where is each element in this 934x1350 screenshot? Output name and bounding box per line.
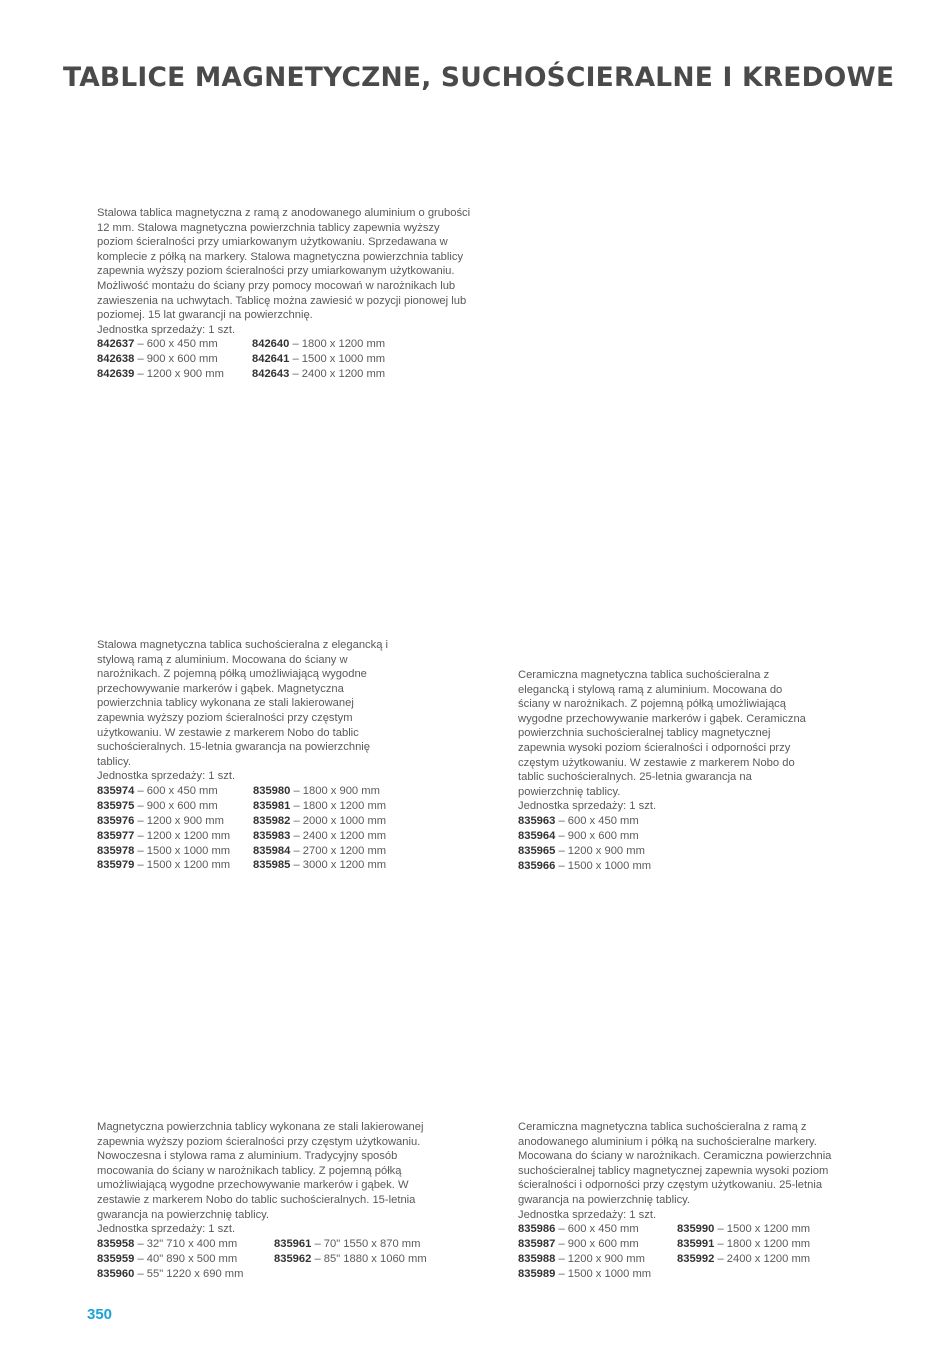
code-row: 835962 – 85" 1880 x 1060 mm <box>274 1252 427 1265</box>
product-block-ceramic-anodized-board <box>518 1120 848 1282</box>
code-row: 835966 – 1500 x 1000 mm <box>518 859 652 872</box>
code-row: 835975 – 900 x 600 mm <box>97 799 218 812</box>
code-column-1 <box>97 784 253 873</box>
product-block-ceramic-drywipe-board <box>518 668 808 874</box>
page-title: TABLICE MAGNETYCZNE, SUCHOŚCIERALNE I KREDOWE <box>63 62 895 93</box>
code-row: 835981 – 1800 x 1200 mm <box>253 799 387 812</box>
code-column-2 <box>274 1237 444 1282</box>
code-row: 835978 – 1500 x 1000 mm <box>97 844 231 857</box>
code-row: 835984 – 2700 x 1200 mm <box>253 844 387 857</box>
code-row: 835958 – 32" 710 x 400 mm <box>97 1237 238 1250</box>
product-block-widescreen-board <box>97 1120 432 1281</box>
code-row: 835982 – 2000 x 1000 mm <box>253 814 387 827</box>
product-block-steel-board <box>97 206 475 382</box>
product-description: Ceramiczna magnetyczna tablica suchościeralna z ramą z anodowanego aluminium i półką na suchościeralne markery. Mocowana do ściany w narożnikach. Ceramiczna powierzchnia suchościeralnej tablicy magnetycznej zapewnia wysoki poziom ścieralności i odporności przy częstym użytkowaniu. 25-letnia gwarancja na powierzchnię tablicy. <box>518 1121 832 1206</box>
code-row: 842638 – 900 x 600 mm <box>97 353 218 366</box>
code-row: 842643 – 2400 x 1200 mm <box>252 368 386 381</box>
code-row: 835961 – 70" 1550 x 870 mm <box>274 1237 421 1250</box>
code-row: 835986 – 600 x 450 mm <box>518 1223 639 1236</box>
code-row: 835963 – 600 x 450 mm <box>518 814 639 827</box>
code-row: 835965 – 1200 x 900 mm <box>518 844 645 857</box>
code-row: 835980 – 1800 x 900 mm <box>253 784 380 797</box>
sales-unit: Jednostka sprzedaży: 1 szt. <box>97 323 236 336</box>
code-column-1 <box>518 814 718 874</box>
code-row: 835959 – 40" 890 x 500 mm <box>97 1252 238 1265</box>
code-row: 835992 – 2400 x 1200 mm <box>677 1252 811 1265</box>
code-row: 835988 – 1200 x 900 mm <box>518 1252 645 1265</box>
code-column-1 <box>518 1222 677 1282</box>
code-row: 835960 – 55" 1220 x 690 mm <box>97 1267 244 1280</box>
code-row: 842640 – 1800 x 1200 mm <box>252 338 386 351</box>
code-row: 835990 – 1500 x 1200 mm <box>677 1223 811 1236</box>
code-row: 835983 – 2400 x 1200 mm <box>253 829 387 842</box>
code-row: 835964 – 900 x 600 mm <box>518 829 639 842</box>
code-column-2 <box>677 1222 837 1282</box>
sales-unit: Jednostka sprzedaży: 1 szt. <box>518 800 657 813</box>
code-row: 835979 – 1500 x 1200 mm <box>97 859 231 872</box>
product-description: Stalowa tablica magnetyczna z ramą z anodowanego aluminium o grubości 12 mm. Stalowa magnetyczna powierzchnia tablicy zapewnia wyższy poziom ścieralności przy umiarkowanym użytkowaniu. Sprzedawana w komplecie z półką na markery. Stalowa magnetyczna powierzchnia tablicy zapewnia wyższy poziom ścieralności przy umiarkowanym użytkowaniu. Możliwość montażu do ściany przy pomocy mocowań w narożnikach lub zawieszenia na uchwytach. Tablicę można zawiesić w pozycji pionowej lub poziomej. 15 lat gwarancji na powierzchnię. <box>97 207 471 322</box>
code-column-1 <box>97 337 252 382</box>
code-row: 842641 – 1500 x 1000 mm <box>252 353 386 366</box>
sales-unit: Jednostka sprzedaży: 1 szt. <box>518 1208 657 1221</box>
product-description: Magnetyczna powierzchnia tablicy wykonana ze stali lakierowanej zapewnia wyższy poziom ścieralności przy częstym użytkowaniu. Nowoczesna i stylowa rama z aluminium. Tradycyjny sposób mocowania do ściany w narożnikach tablicy. Z pojemną półką umożliwiającą wygodne przechowywanie markerów i gąbek. W zestawie z markerem Nobo do tablic suchościeralnych. 15-letnia gwarancja na powierzchnię tablicy. <box>97 1121 424 1221</box>
product-block-steel-drywipe-board <box>97 638 397 873</box>
code-row: 835991 – 1800 x 1200 mm <box>677 1238 811 1251</box>
code-column-2 <box>252 337 412 382</box>
code-row: 835974 – 600 x 450 mm <box>97 784 218 797</box>
code-row: 842637 – 600 x 450 mm <box>97 338 218 351</box>
code-row: 835977 – 1200 x 1200 mm <box>97 829 231 842</box>
code-row: 842639 – 1200 x 900 mm <box>97 368 224 381</box>
product-description: Ceramiczna magnetyczna tablica suchościeralna z elegancką i stylową ramą z aluminium. Mocowana do ściany w narożnikach. Z pojemną półką umożliwiającą wygodne przechowywanie markerów i gąbek. Ceramiczna powierzchnia suchościeralnej tablicy magnetycznej zapewnia wysoki poziom ścieralności i odporności przy częstym użytkowaniu. W zestawie z markerem Nobo do tablic suchościeralnych. 25-letnia gwarancja na powierzchnię tablicy. <box>518 669 806 798</box>
code-row: 835985 – 3000 x 1200 mm <box>253 859 387 872</box>
code-row: 835976 – 1200 x 900 mm <box>97 814 224 827</box>
product-description: Stalowa magnetyczna tablica suchościeralna z elegancką i stylową ramą z aluminium. Mocowana do ściany w narożnikach. Z pojemną półką umożliwiającą wygodne przechowywanie markerów i gąbek. Magnetyczna powierzchnia tablicy wykonana ze stali lakierowanej zapewnia wyższy poziom ścieralności przy częstym użytkowaniu. W zestawie z markerem Nobo do tablic suchościeralnych. 15-letnia gwarancja na powierzchnię tablicy. <box>97 639 389 768</box>
code-row: 835989 – 1500 x 1000 mm <box>518 1267 652 1280</box>
sales-unit: Jednostka sprzedaży: 1 szt. <box>97 1223 236 1236</box>
code-column-1 <box>97 1237 274 1282</box>
sales-unit: Jednostka sprzedaży: 1 szt. <box>97 770 236 783</box>
page-number: 350 <box>87 1306 113 1323</box>
code-row: 835987 – 900 x 600 mm <box>518 1238 639 1251</box>
code-column-2 <box>253 784 413 873</box>
